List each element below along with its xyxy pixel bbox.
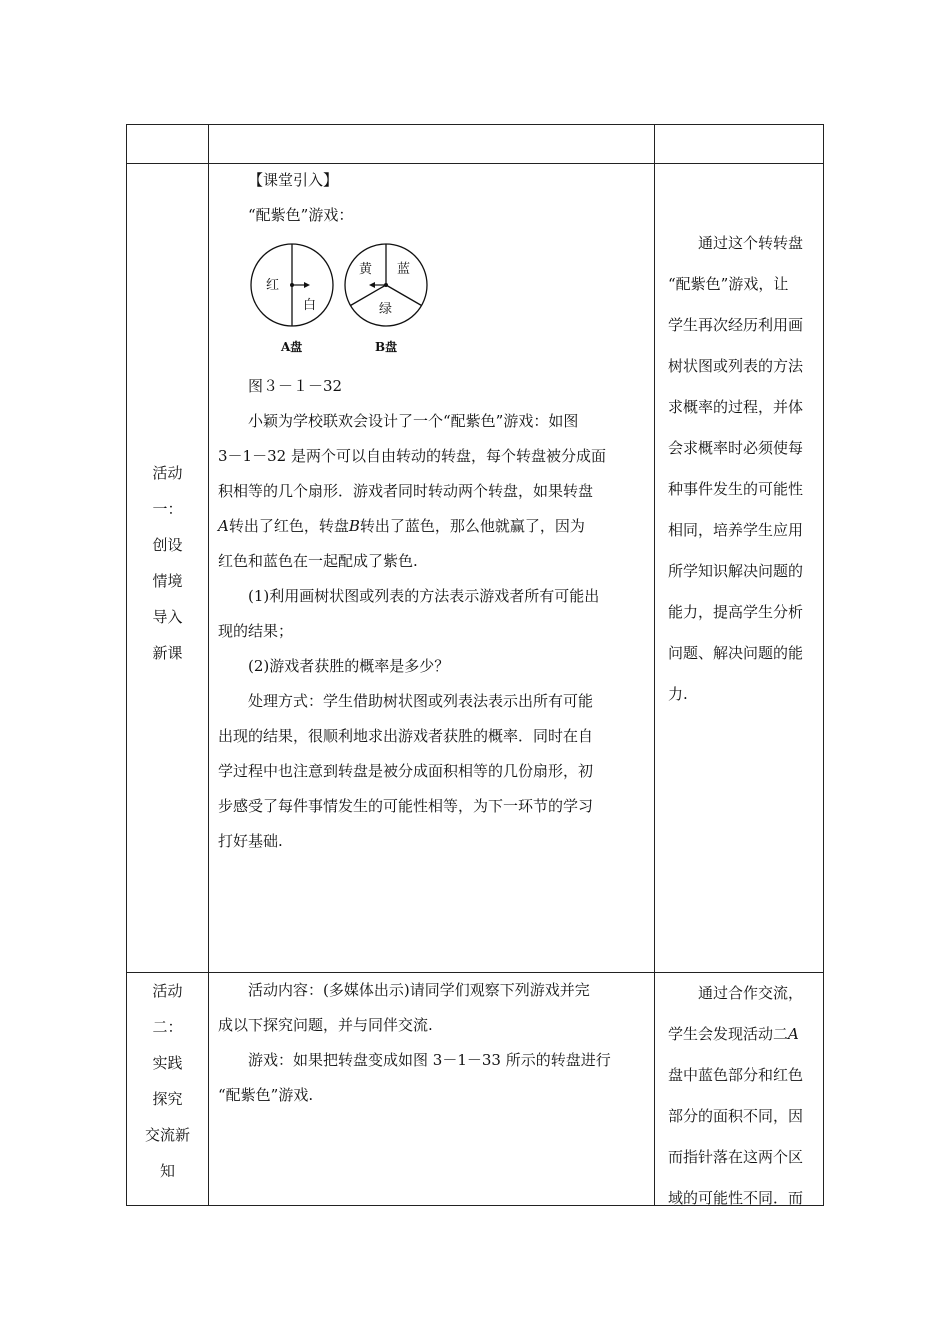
question-2: (2)游戏者获胜的概率是多少？	[248, 657, 450, 675]
spinner-figure	[218, 237, 640, 367]
figure-caption: 图３－１－32	[248, 377, 343, 395]
activity2-label: 活动 二： 实践 探究 交流新 知	[144, 982, 190, 1180]
disk-a-right-label: 白	[303, 298, 317, 313]
disk-b-caption: B盘	[375, 340, 398, 354]
lesson-table	[126, 124, 824, 1206]
disk-b-top-right-label: 蓝	[397, 262, 411, 277]
section-heading: 【课堂引入】	[248, 171, 339, 189]
activity2-note: 通过合作交流， 学生会发现活动二A 盘中蓝色部分和红色 部分的面积不同，因 而指针落在这两个区 域的可能性不同．而	[668, 984, 804, 1207]
paragraph-intro: 小颖为学校联欢会设计了一个“配紫色”游戏：如图	[248, 412, 579, 430]
disk-b	[345, 244, 427, 354]
activity2-content: 活动内容：(多媒体出示)请同学们观察下列游戏并完 成以下探究问题，并与同伴交流. 游戏：如果把转盘变成如图 3－1－33 所示的转盘进行 “配紫色”游戏.	[218, 981, 611, 1104]
disk-a	[251, 244, 333, 354]
spinner-diagram	[248, 237, 448, 367]
disk-a-caption: A盘	[281, 340, 303, 354]
activity1-label: 活动 一： 创设 情境 导入 新课	[152, 464, 183, 662]
question-1: (1)利用画树状图或列表的方法表示游戏者所有可能出	[248, 587, 600, 605]
process-paragraph: 处理方式：学生借助树状图或列表法表示出所有可能	[248, 692, 594, 710]
disk-b-top-left-label: 黄	[359, 262, 373, 277]
activity1-note: 通过这个转转盘 “配紫色”游戏，让 学生再次经历利用画 树状图或列表的方法 求概率的过程，并体 会求概率时必须使每 种事件发生的可能性 相同，培养学生应用 所学知识解决问题的 能力，提高学生分析 问题、解决问题的能 力.	[668, 234, 804, 703]
disk-a-left-label: 红	[266, 278, 280, 293]
activity1-content: 【课堂引入】 “配紫色”游戏： 红 白 A盘 黄 蓝 绿 B盘 图３－１－32 小颖为学校联欢会设计了一个“配紫色”游戏：如图 3－1－32 是两个可以自由转动的转盘，每个转盘被分成面 积相等的几个扇形．游戏者同时转动两个转盘，如果转盘 A转出了红色，转盘B转出了蓝色，那么他就赢了，因为 红色和蓝色在一起配成了紫色. (1)利用画树状图或列表的方法表示游戏者所有可能出 现的结果； (2)游戏者获胜的概率是多少？ 处理方式：学生借助树状图或列表法表示出所有可能 出现的结果，很顺利地求出游戏者获胜的概率．同时在自 学过程中也注意到转盘是被分成面积相等的几份扇形，初 步感受了每件事情发生的可能性相等，为下一环节的学习 打好基础.	[208, 163, 654, 859]
disk-b-bottom-label: 绿	[379, 302, 393, 317]
game-title: “配紫色”游戏：	[248, 206, 354, 224]
